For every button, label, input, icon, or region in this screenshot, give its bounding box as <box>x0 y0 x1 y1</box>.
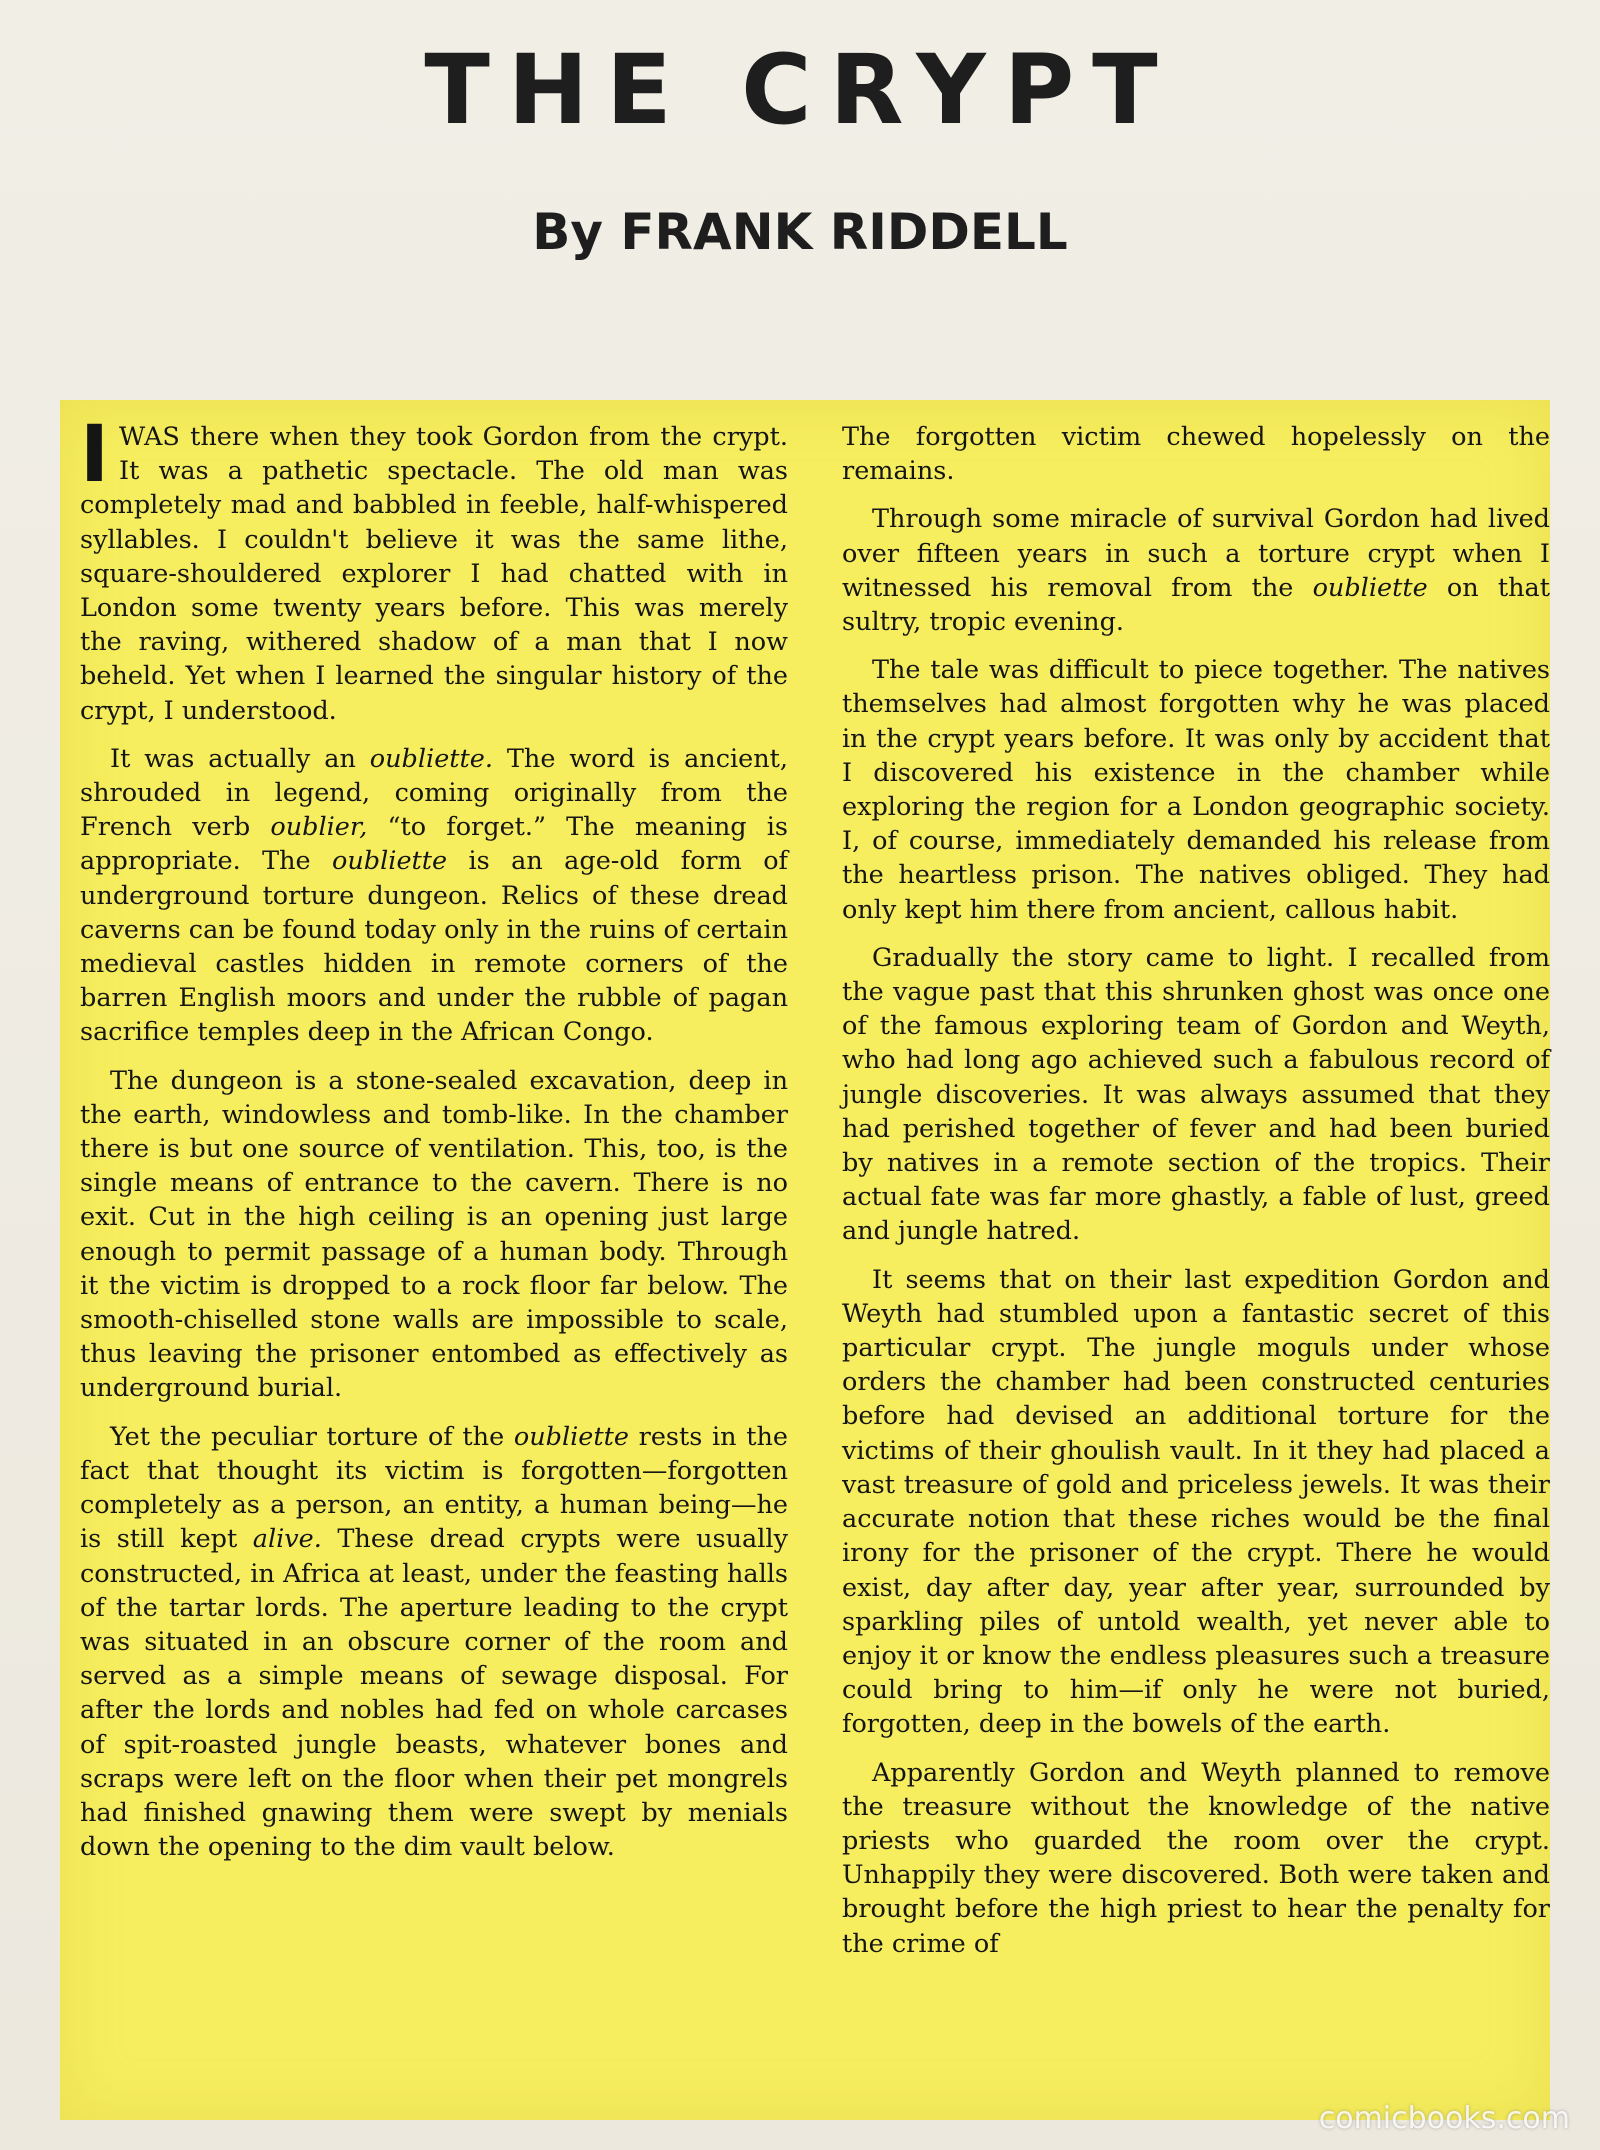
paragraph-text: “to forget.” The meaning is appropriate. The <box>80 812 788 877</box>
paragraph-text: The word is ancient, shrouded in legend, coming originally from the French verb <box>80 743 789 843</box>
paragraph-text: It seems that on their last expedition Gordon and Weyth had stumbled upon a fantastic secret of this particular crypt. The jungle moguls under whose orders the chamber had been constructed centuries before had devised an additional torture for the victims of their ghoulish vault. In it they had placed a vast treasure of gold and priceless jewels. It was their accurate notion that these riches would be the final irony for the prisoner of the crypt. There he would exist, day after day, year after year, surrounded by sparkling piles of untold wealth, yet never able to enjoy it or know the endless pleasures such a treasure could bring to him—if only he were not buried, forgotten, deep in the bowels of the earth. <box>842 1264 1550 1740</box>
paragraph-text: These dread crypts were usually constructed, in Africa at least, under the feasting halls of the tartar lords. The aperture leading to the crypt was situated in an obscure corner of the room and served as a simple means of sewage disposal. For after the lords and nobles had fed on whole carcases of spit-roasted jungle beasts, whatever bones and scraps were left on the floor when their pet mongrels had finished gnawing them were swept by menials down the opening to the dim vault below. <box>80 1524 788 1863</box>
paragraph-text: The tale was difficult to piece together. The natives themselves had almost forgotten why he was placed in the crypt years before. It was only by accident that I discovered his existence in the chamber while exploring the region for a London geographic society. I, of course, immediately demanded his release from the heartless prison. The natives obliged. They had only kept him there from ancient, callous habit. <box>842 655 1550 925</box>
paragraph-text: Through some miracle of survival Gordon had lived over fifteen years in such a torture crypt when I witnessed his removal from the <box>842 504 1550 603</box>
italic-text: oubliette <box>332 846 448 877</box>
article-paragraph <box>842 941 1550 1249</box>
article-byline: By FRANK RIDDELL <box>532 203 1068 261</box>
article-paragraph <box>842 1263 1550 1742</box>
paragraph-text: rests in the fact that thought its victim is forgotten—forgotten completely as a person, an entity, a human being—he is still kept <box>80 1421 789 1555</box>
paragraph-text: Gradually the story came to light. I recalled from the vague past that this shrunken ghost was once one of the famous exploring team of Gordon and Weyth, who had long ago achieved such a fabulous record of jungle discoveries. It was always assumed that they had perished together of fever and had been buried by natives in a remote section of the tropics. Their actual fate was far more ghastly, a fable of lust, greed and jungle hatred. <box>842 942 1550 1247</box>
article-paragraph <box>842 653 1550 927</box>
italic-text: oublier, <box>270 812 368 843</box>
italic-text: oubliette <box>1312 572 1428 603</box>
paragraph-text: is an age-old form of underground torture dungeon. Relics of these dread caverns can be found today only in the ruins of certain medieval castles hidden in remote corners of the barren English moors and under the rubble of pagan sacrifice temples deep in the African Congo. <box>80 846 788 1048</box>
article-paragraph <box>80 742 788 1050</box>
right-column <box>842 420 1550 1975</box>
paragraph-text: The dungeon is a stone-sealed excavation, deep in the earth, windowless and tomb-like. In the chamber there is but one source of ventilation. This, too, is the single means of entrance to the cavern. There is no exit. Cut in the high ceiling is an opening just large enough to permit passage of a human body. Through it the victim is dropped to a rock floor far below. The smooth-chiselled stone walls are impossible to scale, thus leaving the prisoner entombed as effectively as underground burial. <box>80 1065 788 1404</box>
article-paragraph <box>80 1420 788 1865</box>
article-paragraph <box>842 1756 1550 1961</box>
italic-text: oubliette. <box>369 743 493 774</box>
paragraph-text: It was actually an <box>110 743 370 774</box>
italic-text: alive. <box>252 1524 322 1555</box>
article-paragraph <box>80 410 788 728</box>
article-paragraph <box>842 502 1550 639</box>
article-paragraph <box>80 1064 788 1406</box>
paragraph-text: The forgotten victim chewed hopelessly on the remains. <box>842 422 1550 487</box>
article-paragraph <box>842 420 1550 488</box>
article-panel <box>60 400 1550 2120</box>
article-title: THE CRYPT <box>424 34 1176 146</box>
paragraph-text: on that sultry, tropic evening. <box>842 572 1550 638</box>
paragraph-text: Yet the peculiar torture of the <box>110 1421 514 1452</box>
left-column <box>80 410 789 1878</box>
site-watermark: comicbooks.com <box>1318 2101 1570 2136</box>
paragraph-text: Apparently Gordon and Weyth planned to remove the treasure without the knowledge of the native priests who guarded the room over the crypt. Unhappily they were discovered. Both were taken and brought before the high priest to hear the penalty for the crime of <box>842 1757 1550 1959</box>
drop-cap: I <box>80 410 110 500</box>
paragraph-text: WAS there when they took Gordon from the crypt. It was a pathetic spectacle. The old man was completely mad and babbled in feeble, half-whispered syllables. I couldn't believe it was the same lithe, square-shouldered explorer I had chatted with in London some twenty years before. This was merely the raving, withered shadow of a man that I now beheld. Yet when I learned the singular history of the crypt, I understood. <box>80 422 788 726</box>
italic-text: oubliette <box>513 1421 629 1452</box>
